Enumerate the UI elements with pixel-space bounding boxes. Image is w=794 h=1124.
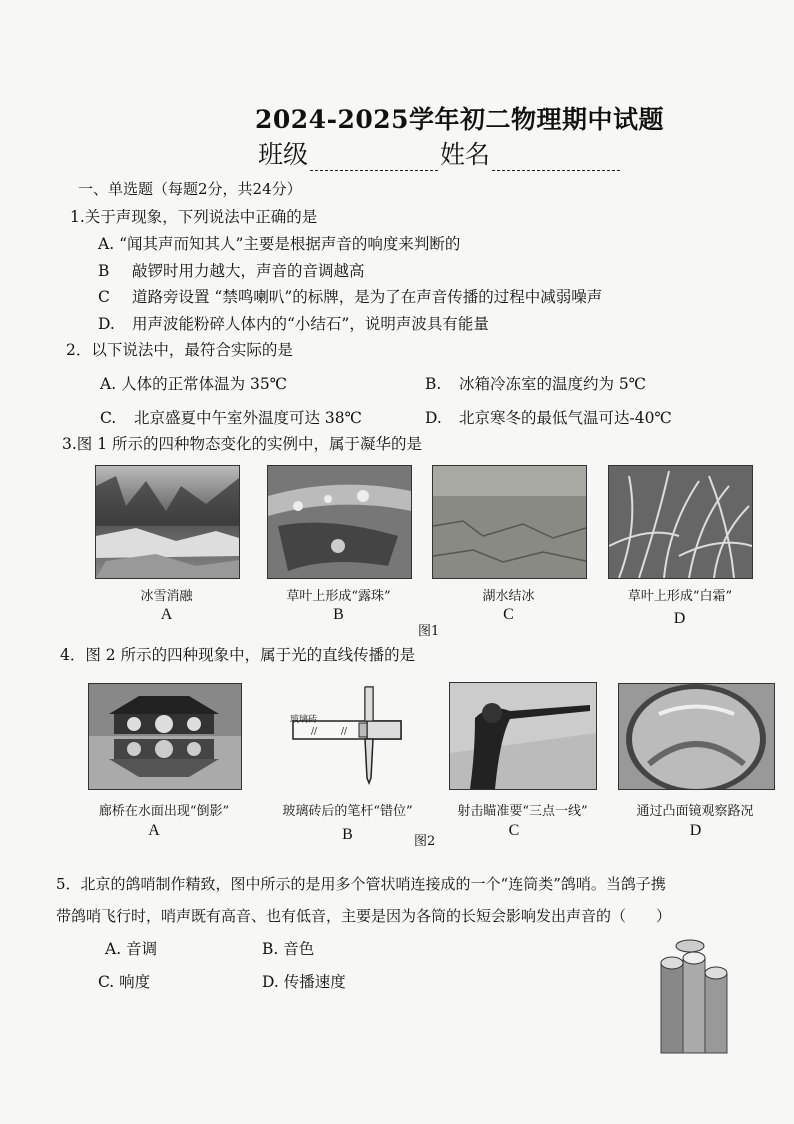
q4-letter-a: A: [148, 822, 160, 839]
option-text: 响度: [119, 973, 151, 991]
figure-1-label: 图1: [418, 624, 440, 639]
class-blank[interactable]: [310, 148, 438, 171]
option-letter: C: [98, 288, 110, 306]
photo-ice-melting: [95, 465, 240, 579]
q3-caption-d: 草叶上形成“白霜”: [627, 589, 733, 604]
q4-letter-d: D: [689, 822, 702, 839]
q2-option-c: [100, 406, 362, 428]
q3-caption-c: 湖水结冰: [482, 589, 535, 604]
q2-option-d: [425, 406, 672, 428]
option-letter: B: [98, 262, 110, 280]
q1-option-d: [98, 312, 489, 334]
svg-text://: //: [311, 727, 318, 737]
q5-stem-line2: 带鸽哨飞行时，哨声既有高音、也有低音，主要是因为各筒的长短会影响发出声音的（ ）: [56, 907, 672, 925]
q2-option-a: [100, 372, 287, 394]
ice-melting-image: [96, 466, 239, 578]
section-heading: 一、单选题（每题2分，共24分）: [78, 180, 302, 198]
q3-letter-a: A: [160, 606, 173, 623]
glass-label: 玻璃砖: [290, 715, 318, 725]
q1-stem: 1.关于声现象，下列说法中正确的是: [70, 208, 318, 226]
q4-caption-a: 廊桥在水面出现“倒影”: [98, 804, 230, 819]
q5-option-a: [105, 937, 157, 959]
shooting-image: [450, 683, 596, 789]
q2-option-b: [425, 372, 646, 394]
option-text: 音色: [283, 940, 315, 958]
q3-letter-d: D: [673, 610, 686, 627]
option-text: 人体的正常体温为 35℃: [121, 375, 288, 393]
pigeon-whistle-image: [655, 938, 735, 1058]
q5-option-b: [262, 937, 314, 959]
option-text: 敲锣时用力越大，声音的音调越高: [132, 262, 365, 280]
q5-option-c: [98, 970, 150, 992]
photo-bridge-reflection: [88, 683, 242, 790]
q2-stem: 2．以下说法中，最符合实际的是: [66, 341, 293, 359]
figure-2-label: 图2: [414, 834, 436, 849]
photo-lake-ice: [432, 465, 587, 579]
dew-image: [268, 466, 411, 578]
bridge-reflection-image: [89, 684, 241, 789]
q1-option-c: [98, 285, 602, 307]
option-text: 音调: [126, 940, 158, 958]
option-text: 用声波能粉碎人体内的“小结石”，说明声波具有能量: [132, 315, 489, 333]
q3-caption-a: 冰雪消融: [140, 589, 193, 604]
student-info-line: [258, 135, 622, 171]
convex-mirror-image: [619, 684, 774, 789]
q3-letter-c: C: [503, 606, 514, 623]
option-letter: D.: [425, 409, 442, 427]
option-text: 北京寒冬的最低气温可达-40℃: [459, 409, 672, 427]
option-text: 北京盛夏中午室外温度可达 38℃: [134, 409, 362, 427]
photo-dew: [267, 465, 412, 579]
option-letter: B.: [262, 940, 279, 958]
q4-stem: 4．图 2 所示的四种现象中，属于光的直线传播的是: [60, 646, 416, 664]
q4-letter-b: B: [342, 826, 353, 843]
glass-pen-diagram: [285, 683, 410, 788]
q4-caption-c: 射击瞄准要“三点一线”: [457, 804, 588, 819]
exam-title: 2024-2025学年初二物理期中试题: [255, 105, 665, 134]
option-letter: A.: [105, 940, 122, 958]
name-blank[interactable]: [492, 148, 620, 171]
q3-letter-b: B: [333, 606, 344, 623]
option-letter: A.: [98, 235, 115, 253]
name-label: 姓名: [440, 140, 491, 169]
q1-option-a: [98, 232, 460, 254]
option-letter: A.: [100, 375, 117, 393]
q3-caption-b: 草叶上形成“露珠”: [286, 589, 391, 604]
q4-caption-d: 通过凸面镜观察路况: [636, 804, 754, 819]
option-letter: B.: [425, 375, 442, 393]
class-label: 班级: [258, 140, 309, 169]
q4-caption-b: 玻璃砖后的笔杆“错位”: [282, 804, 413, 819]
option-letter: D.: [98, 315, 115, 333]
option-letter: D.: [262, 973, 279, 991]
frost-image: [609, 466, 752, 578]
option-text: 冰箱冷冻室的温度约为 5℃: [459, 375, 647, 393]
diagram-glass-pen: [285, 683, 410, 788]
photo-pigeon-whistle: [655, 938, 735, 1058]
option-letter: C.: [100, 409, 117, 427]
photo-convex-mirror: [618, 683, 775, 790]
photo-shooting: [449, 682, 597, 790]
option-text: 传播速度: [283, 973, 346, 991]
q1-option-b: [98, 259, 365, 281]
lake-ice-image: [433, 466, 586, 578]
photo-frost: [608, 465, 753, 579]
q5-option-d: [262, 970, 346, 992]
option-text: “闻其声而知其人”主要是根据声音的响度来判断的: [119, 235, 461, 253]
q4-letter-c: C: [508, 822, 520, 839]
svg-text://: //: [341, 727, 348, 737]
option-letter: C.: [98, 973, 115, 991]
q3-stem: 3.图 1 所示的四种物态变化的实例中，属于凝华的是: [62, 435, 423, 453]
q5-stem-line1: 5．北京的鸽哨制作精致，图中所示的是用多个管状哨连接成的一个“连筒类”鸽哨。当鸽子携: [56, 875, 666, 893]
option-text: 道路旁设置 “禁鸣喇叭”的标牌，是为了在声音传播的过程中减弱噪声: [132, 288, 603, 306]
